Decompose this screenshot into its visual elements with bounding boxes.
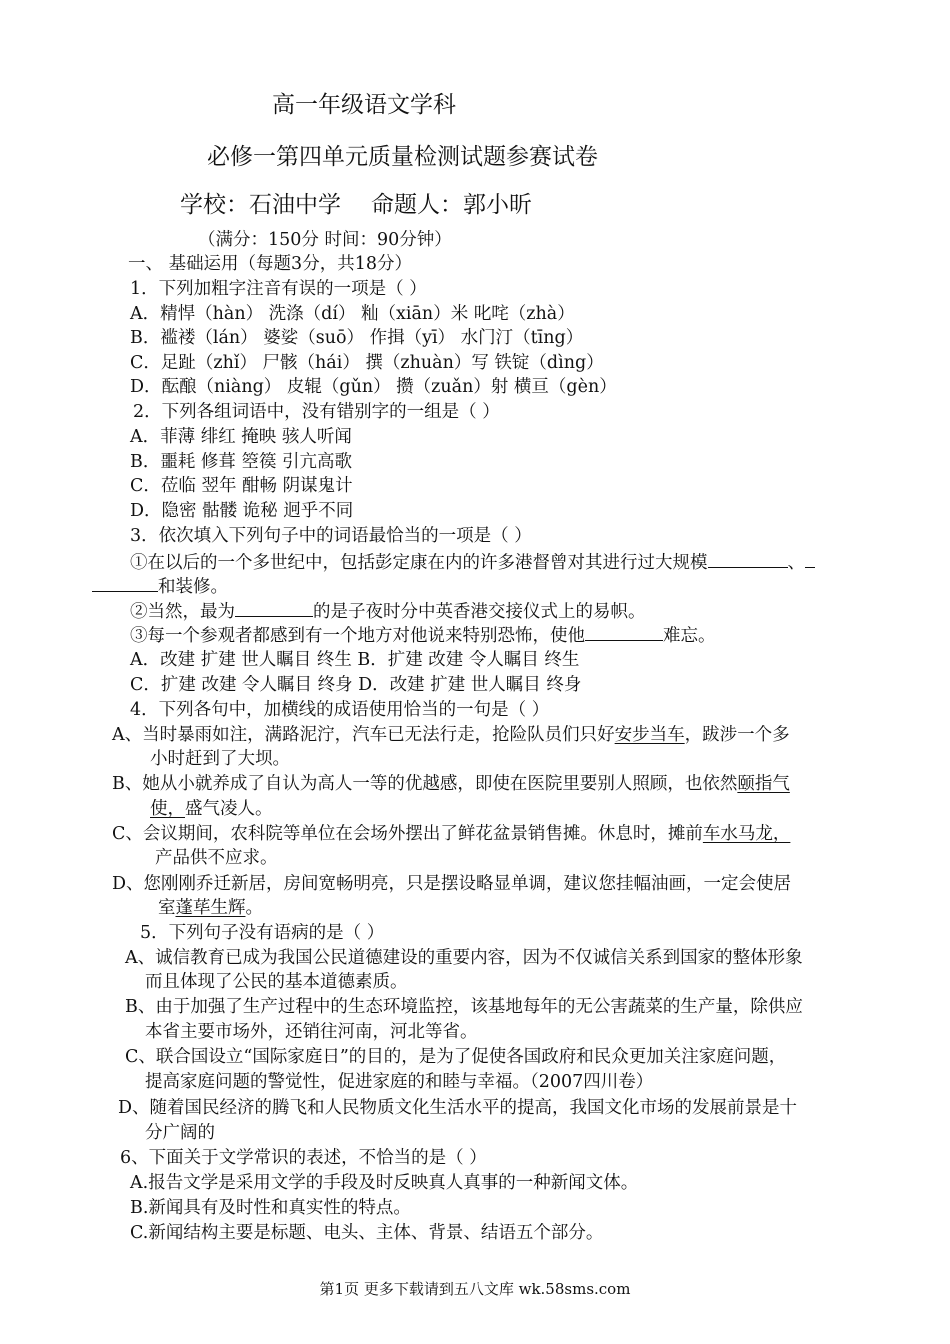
q1-option-d: D．酝酿（niàng） 皮辊（gǔn） 攒（zuǎn）射 横亘（gèn）	[130, 377, 617, 397]
q4-option-c: C、会议期间，农科院等单位在会场外摆出了鲜花盆景销售摊。休息时，摊前车水马龙，	[112, 824, 791, 844]
q1-option-a: A．精悍（hàn） 洗涤（dí） 籼（xiān）米 叱咤（zhà）	[130, 304, 575, 324]
q4-stem: 4．下列各句中，加横线的成语使用恰当的一句是（ ）	[130, 700, 550, 720]
q6-stem: 6、下面关于文学常识的表述，不恰当的是（ ）	[120, 1148, 487, 1168]
q1-option-b: B．褴褛（lán） 婆娑（suō） 作揖（yī） 水门汀（tīng）	[130, 328, 584, 348]
q3-sentence-1: ①在以后的一个多世纪中，包括彭定康在内的许多港督曾对其进行过大规模 、	[130, 549, 815, 575]
q5-option-c-cont: 提高家庭问题的警觉性，促进家庭的和睦与幸福。（2007四川卷）	[145, 1072, 654, 1092]
fill-blank	[805, 549, 815, 568]
fill-blank	[92, 573, 158, 592]
q2-option-a: A．菲薄 绯红 掩映 骇人听闻	[130, 427, 352, 447]
q5-option-b: B、由于加强了生产过程中的生态环境监控，该基地每年的无公害蔬菜的生产量，除供应	[125, 997, 803, 1017]
q5-option-d: D、随着国民经济的腾飞和人民物质文化生活水平的提高，我国文化市场的发展前景是十	[118, 1098, 798, 1118]
q3-options-cd: C．扩建 改建 令人瞩目 终身 D．改建 扩建 世人瞩目 终身	[130, 675, 582, 695]
q2-option-d: D．隐密 骷髅 诡秘 迥乎不同	[130, 501, 354, 521]
section-heading: 一、 基础运用（每题3分，共18分）	[128, 254, 412, 274]
score-time-info: （满分：150分 时间：90分钟）	[198, 230, 452, 250]
school-author-line	[180, 186, 532, 219]
fill-blank	[708, 549, 788, 568]
q6-option-a: A.报告文学是采用文学的手段及时反映真人真事的一种新闻文体。	[130, 1173, 639, 1193]
q1-stem: 1．下列加粗字注音有误的一项是（ ）	[130, 279, 427, 299]
underlined-idiom: 颐指气	[737, 774, 790, 794]
q4-option-b: B、她从小就养成了自认为高人一等的优越感，即使在医院里要别人照顾，也依然颐指气	[112, 774, 790, 794]
underlined-idiom: 车水马龙，	[702, 824, 791, 844]
q4-option-d-cont: 室蓬荜生辉。	[158, 898, 263, 918]
q2-stem: 2．下列各组词语中，没有错别字的一组是（ ）	[133, 402, 500, 422]
underlined-idiom: 蓬荜生辉	[175, 898, 246, 918]
underlined-idiom: 安步当车	[614, 725, 685, 745]
q3-stem: 3．依次填入下列句子中的词语最恰当的一项是（ ）	[130, 526, 532, 546]
author-name: 命题人：郭小昕	[371, 192, 532, 218]
q4-option-d: D、您刚刚乔迁新居，房间宽畅明亮，只是摆设略显单调，建议您挂幅油画，一定会使居	[112, 874, 792, 894]
underlined-idiom: 使，	[150, 799, 185, 819]
fill-blank	[585, 622, 663, 641]
q2-option-b: B．噩耗 修葺 箜篌 引亢高歌	[130, 452, 353, 472]
fill-blank	[235, 598, 313, 617]
q1-option-c: C．足趾（zhǐ） 尸骸（hái） 撰（zhuàn）写 铁锭（dìng）	[130, 353, 604, 373]
q5-option-c: C、联合国设立“国际家庭日”的目的，是为了促使各国政府和民众更加关注家庭问题，	[125, 1047, 787, 1067]
q4-option-c-cont: 产品供不应求。	[155, 848, 278, 868]
q6-option-c: C.新闻结构主要是标题、电头、主体、背景、结语五个部分。	[130, 1223, 604, 1243]
exam-title: 必修一第四单元质量检测试题参赛试卷	[207, 144, 598, 170]
q5-option-a-cont: 而且体现了公民的基本道德素质。	[145, 972, 408, 992]
q3-sentence-1-cont: 和装修。	[92, 573, 228, 599]
school-name: 学校：石油中学	[180, 192, 341, 218]
q5-stem: 5．下列句子没有语病的是（ ）	[140, 923, 385, 943]
q5-option-a: A、诚信教育已成为我国公民道德建设的重要内容，因为不仅诚信关系到国家的整体形象	[125, 948, 803, 968]
q4-option-a: A、当时暴雨如注，满路泥泞，汽车已无法行走，抢险队员们只好安步当车，跋涉一个多	[112, 725, 790, 745]
q3-options-ab: A．改建 扩建 世人瞩目 终生 B．扩建 改建 令人瞩目 终生	[130, 650, 580, 670]
q3-sentence-2: ②当然，最为 的是子夜时分中英香港交接仪式上的易帜。	[130, 598, 646, 624]
q5-option-b-cont: 本省主要市场外，还销往河南，河北等省。	[145, 1022, 478, 1042]
page-footer: 第1页 更多下载请到五八文库 wk.58sms.com	[319, 1280, 631, 1298]
q6-option-b: B.新闻具有及时性和真实性的特点。	[130, 1198, 411, 1218]
q3-sentence-3: ③每一个参观者都感到有一个地方对他说来特别恐怖，使他 难忘。	[130, 622, 716, 648]
q4-option-a-cont: 小时赶到了大坝。	[150, 749, 290, 769]
q2-option-c: C．莅临 翌年 酣畅 阴谋鬼计	[130, 476, 353, 496]
q4-option-b-cont: 使，盛气凌人。	[150, 799, 273, 819]
subject-title: 高一年级语文学科	[272, 92, 456, 118]
q5-option-d-cont: 分广阔的	[145, 1123, 215, 1143]
